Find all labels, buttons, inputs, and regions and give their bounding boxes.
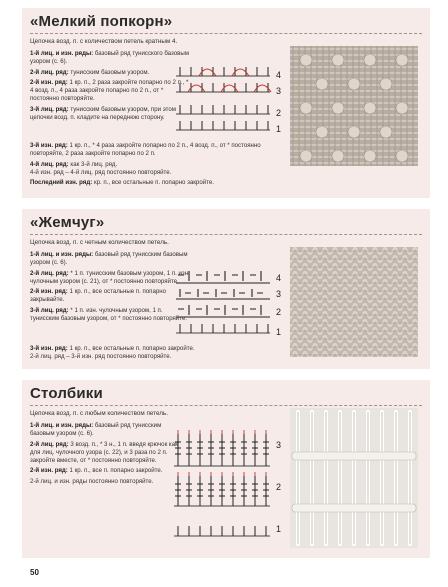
row-label: 3 (276, 86, 282, 96)
section-title: «Жемчуг» (30, 214, 105, 231)
row-label: 2 (276, 482, 282, 492)
instructions-wide (30, 345, 295, 364)
instruction-paragraph: 2-й лиц. ряд: 3 возд. п., * 3 н., 1 п. введя крючок как для лиц. чулочного узора (с. 22), и 3 раза по 2 п. закройте вместе, от * постоянно повторяйте. (30, 440, 178, 464)
instructions-wide (30, 142, 295, 190)
section-subtitle: Цепочка возд. п. с четным количеством петель. (30, 239, 169, 246)
instructions (30, 50, 192, 125)
symbol-chart (172, 426, 284, 544)
row-label: 1 (276, 524, 282, 534)
section-popcorn (22, 8, 430, 198)
instruction-paragraph: 4-й лиц. ряд: как 3-й лиц. ряд. 4-й изн. ряд – 4-й лиц. ряд постоянно повторяйте. (30, 160, 172, 176)
section-header (30, 8, 422, 34)
symbol-chart (172, 56, 284, 136)
section-title: «Мелкий попкорн» (30, 13, 173, 30)
instruction-paragraph: 2-й изн. ряд: 1 кр. п., все п. попарно закройте. (30, 467, 163, 475)
page-number: 50 (30, 568, 39, 577)
section-subtitle: Цепочка возд. п. с любым количеством петель. (30, 410, 168, 417)
row-label: 2 (276, 307, 282, 317)
instruction-paragraph: Последний изн. ряд: кр. п., все остальные п. попарно закройте. (30, 179, 214, 187)
section-header (30, 209, 422, 235)
instruction-paragraph: 2-й лиц. и изн. ряды постоянно повторяйте. (30, 478, 154, 486)
row-label: 1 (276, 327, 282, 337)
row-label: 3 (276, 289, 282, 299)
instruction-paragraph: 2-й лиц. ряд: * 1 п. тунисским базовым узором, 1 п. изн. чулочным узором (с. 21), от * постоянно повторяйте. (30, 269, 190, 285)
symbol-chart (172, 259, 284, 339)
section-title: Столбики (30, 385, 103, 402)
section-header (30, 380, 422, 406)
instruction-paragraph: 2-й лиц. ряд: тунисским базовым узором. (30, 68, 150, 76)
row-label: 1 (276, 124, 282, 134)
row-label: 4 (276, 70, 282, 80)
instruction-paragraph: 2-й изн. ряд: 1 кр. п., все остальные п. попарно закрывайте. (30, 288, 167, 304)
stitch-photo (290, 247, 418, 357)
instructions (30, 251, 192, 326)
instruction-paragraph: 2-й изн. ряд: 1 кр. п., 2 раза закройте попарно по 2 п., * 4 возд. п., 4 раза закройте попарно по 2 п., от * постоянно повторяйте. (30, 79, 189, 103)
instruction-paragraph: 1-й лиц. и изн. ряды: базовый ряд тунисским базовым узором (с. 6). (30, 251, 188, 267)
instruction-paragraph: 3-й лиц. ряд: тунисским базовым узором, при этом цепочки возд. п. кладите на переднюю сторону. (30, 106, 176, 122)
row-label: 3 (276, 440, 282, 450)
instruction-paragraph: 3-й изн. ряд: 1 кр. п., все остальные п. попарно закройте. 2-й лиц. ряд – 3-й изн. ряд постоянно повторяйте. (30, 345, 195, 361)
stitch-photo (290, 408, 418, 548)
section-subtitle: Цепочка возд. п. с количеством петель кратным 4. (30, 38, 178, 45)
row-label: 2 (276, 108, 282, 118)
instruction-paragraph: 3-й лиц. ряд: * 1 п. изн. чулочным узором, 1 п. тунисским базовым узором, от * постоянно повторяйте. (30, 307, 188, 323)
instructions (30, 422, 180, 489)
row-label: 4 (276, 273, 282, 283)
stitch-photo (290, 46, 418, 166)
instruction-paragraph: 3-й изн. ряд: 1 кр. п., * 4 раза закройте попарно по 2 п., 4 возд. п., от * постоянно повторяйте, 2 раза закройте попарно по 2 п. (30, 142, 261, 158)
section-columns (22, 380, 430, 558)
section-pearl (22, 209, 430, 369)
instruction-paragraph: 1-й лиц. и изн. ряды: базовый ряд тунисского базовым узором (с. 6). (30, 50, 189, 66)
instruction-paragraph: 1-й лиц. и изн. ряды: базовый ряд тунисским базовым узором (с. 6). (30, 422, 162, 438)
